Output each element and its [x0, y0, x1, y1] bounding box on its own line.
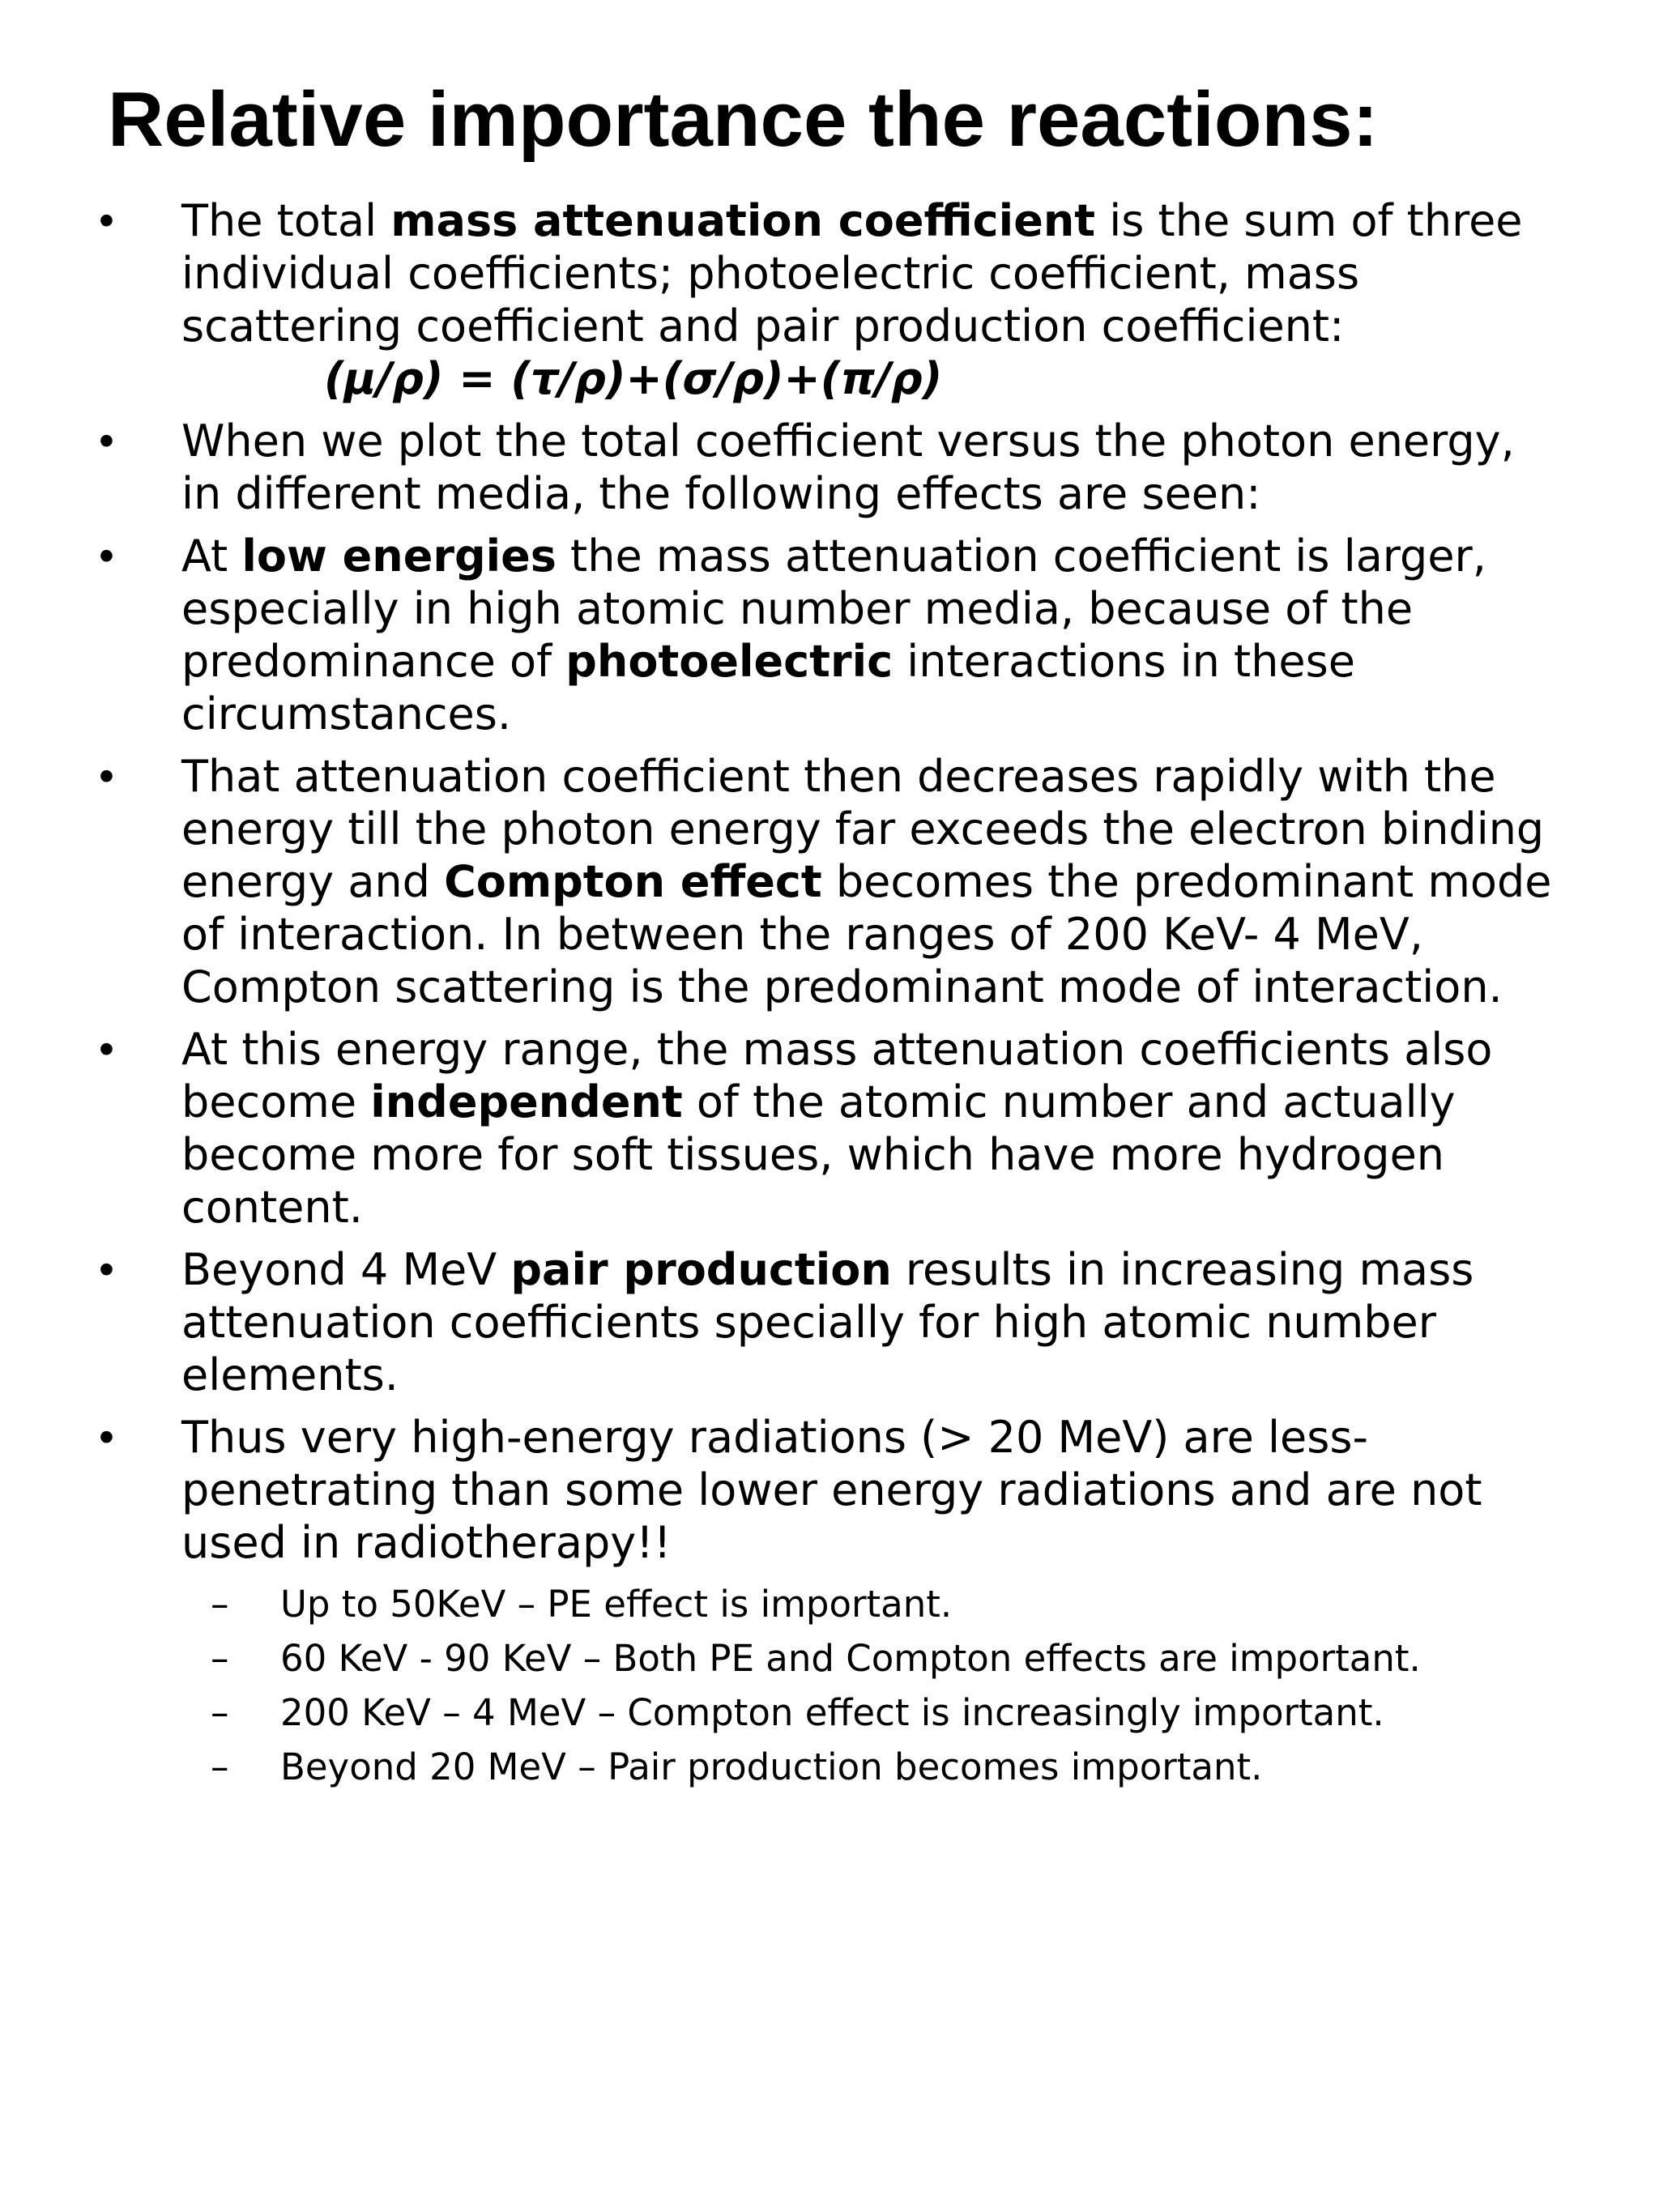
bullet-icon: •: [99, 752, 114, 800]
bold-term: independent: [370, 1076, 683, 1127]
text-line: in different media, the following effects are seen:: [181, 468, 1261, 519]
text-line: [181, 855, 1607, 908]
bullet-icon: •: [99, 1025, 114, 1073]
formula: (μ/ρ) = (τ/ρ)+(σ/ρ)+(π/ρ): [324, 353, 943, 404]
text-run: of the atomic number and actually: [682, 1076, 1456, 1127]
text-run: become: [181, 1076, 371, 1127]
bold-term: low energies: [241, 531, 557, 582]
slide-title: Relative importance the reactions:: [108, 76, 1379, 163]
bold-term: mass attenuation coefficient: [390, 195, 1096, 246]
text-line: attenuation coefficients specially for high atomic number: [181, 1297, 1436, 1348]
text-line: circumstances.: [181, 688, 512, 739]
sub-item: [181, 1686, 1607, 1740]
text-line: [181, 530, 1607, 582]
text-line: Thus very high-energy radiations (> 20 MeV) are less-: [181, 1412, 1368, 1463]
dash-icon: –: [211, 1691, 229, 1734]
text-line: used in radiotherapy!!: [181, 1517, 672, 1568]
text-line: [181, 194, 1607, 247]
text-run: At: [181, 531, 242, 582]
text-run: becomes the predominant mode: [821, 856, 1552, 907]
sub-item-text: 200 KeV – 4 MeV – Compton effect is increasingly important.: [280, 1691, 1384, 1734]
text-run: results in increasing mass: [891, 1244, 1474, 1295]
sub-list: [181, 1577, 1607, 1794]
text-run: the mass attenuation coefficient is larger,: [556, 531, 1486, 582]
dash-icon: –: [211, 1637, 229, 1680]
bullet-icon: •: [99, 531, 114, 580]
bullet-item: [0, 1243, 1607, 1401]
text-line: At this energy range, the mass attenuation coefficients also: [181, 1024, 1493, 1075]
text-line: [181, 1076, 1607, 1128]
text-line: That attenuation coefficient then decreases rapidly with the: [181, 751, 1496, 802]
text-line: content.: [181, 1182, 363, 1233]
text-run: is the sum of three: [1095, 195, 1523, 246]
bold-term: photoelectric: [565, 636, 893, 687]
sub-item: [181, 1577, 1607, 1631]
bullet-icon: •: [99, 1413, 114, 1461]
bullet-item: [0, 415, 1607, 520]
sub-item: [181, 1740, 1607, 1794]
sub-item-text: Up to 50KeV – PE effect is important.: [280, 1583, 953, 1626]
sub-item-text: Beyond 20 MeV – Pair production becomes important.: [280, 1745, 1263, 1788]
text-line: especially in high atomic number media, because of the: [181, 583, 1414, 634]
text-line: scattering coefficient and pair production coefficient:: [181, 300, 1345, 352]
bullet-item: [0, 1023, 1607, 1234]
sub-item-text: 60 KeV - 90 KeV – Both PE and Compton effects are important.: [280, 1637, 1421, 1680]
sub-item: [181, 1631, 1607, 1686]
text-line: elements.: [181, 1349, 399, 1400]
dash-icon: –: [211, 1745, 229, 1788]
bold-term: Compton effect: [444, 856, 822, 907]
bullet-icon: •: [99, 1245, 114, 1294]
text-run: Beyond 4 MeV: [181, 1244, 511, 1295]
text-line: energy till the photon energy far exceeds the electron binding: [181, 803, 1545, 855]
text-line: [181, 1243, 1607, 1296]
bullet-item: [0, 750, 1607, 1013]
bullet-item: [0, 1411, 1607, 1794]
text-run: energy and: [181, 856, 445, 907]
text-run: The total: [181, 195, 391, 246]
text-line: When we plot the total coefficient versus the photon energy,: [181, 416, 1515, 467]
bold-term: pair production: [510, 1244, 892, 1295]
text-run: predominance of: [181, 636, 566, 687]
text-line: become more for soft tissues, which have more hydrogen: [181, 1129, 1445, 1180]
text-run: interactions in these: [893, 636, 1356, 687]
text-line: of interaction. In between the ranges of 200 KeV- 4 MeV,: [181, 909, 1423, 960]
text-line: individual coefficients; photoelectric coefficient, mass: [181, 248, 1360, 299]
bullet-icon: •: [99, 416, 114, 465]
bullet-icon: •: [99, 196, 114, 245]
dash-icon: –: [211, 1583, 229, 1626]
text-line: Compton scattering is the predominant mode of interaction.: [181, 961, 1503, 1012]
bullet-item: [0, 194, 1607, 405]
bullet-list: [0, 194, 1659, 1804]
text-line: [181, 635, 1607, 688]
text-line: penetrating than some lower energy radiations and are not: [181, 1464, 1482, 1515]
bullet-item: [0, 530, 1607, 740]
